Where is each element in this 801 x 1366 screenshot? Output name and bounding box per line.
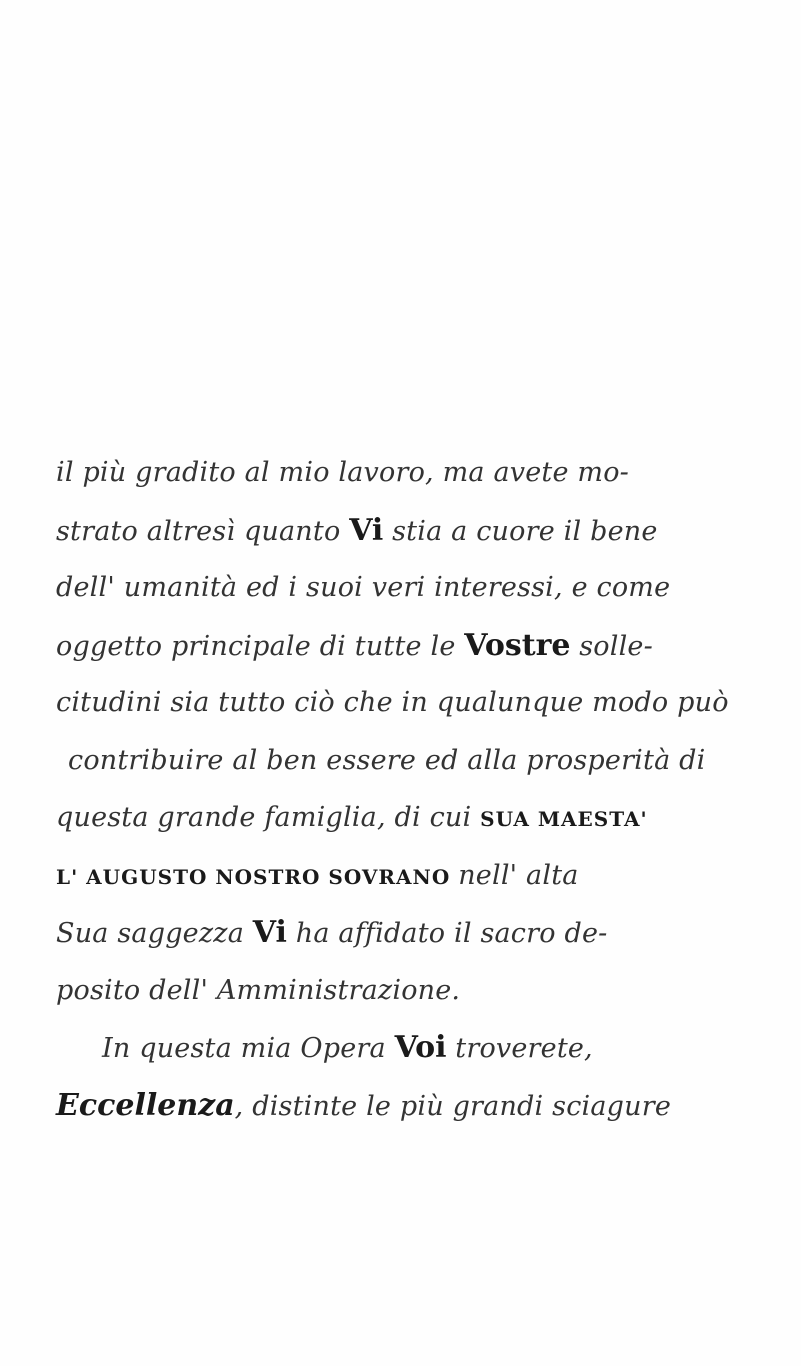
text-line (56, 904, 768, 962)
text-run: troverete, (446, 1033, 593, 1064)
text-line (56, 617, 768, 675)
text-line (56, 789, 768, 847)
text-run-emphasis: Vostre (464, 627, 571, 663)
text-run-emphasis: Vi (252, 915, 287, 950)
text-run: oggetto principale di tutte le (56, 630, 465, 662)
body-text (56, 444, 768, 1134)
text-run-capitals: L' AUGUSTO NOSTRO SOVRANO (56, 864, 459, 889)
text-run: ha affidato il sacro de- (286, 918, 608, 949)
text-run: Sua saggezza (56, 918, 253, 949)
text-run: solle- (570, 630, 653, 662)
text-run: dell' umanità ed i suoi veri interessi, e come (56, 572, 671, 603)
text-line (56, 559, 768, 617)
text-run: citudini sia tutto ciò che in qualunque modo può (56, 687, 729, 718)
text-run-emphasis: Voi (394, 1030, 447, 1065)
text-run: questa grande famiglia, di cui (56, 802, 481, 833)
text-line (56, 1019, 768, 1077)
text-line (56, 962, 768, 1020)
text-run: il più gradito al mio lavoro, ma avete mo- (56, 457, 630, 488)
text-line (56, 674, 768, 732)
text-line (56, 444, 768, 502)
text-run: strato altresì quanto (56, 515, 350, 547)
text-run: stia a cuore il bene (383, 515, 658, 547)
text-run: nell' alta (458, 859, 579, 891)
text-run: posito dell' Amministrazione. (56, 974, 461, 1006)
text-run-emphasis: Vi (349, 512, 384, 548)
text-run: In questa mia Opera (102, 1033, 395, 1064)
text-run: contribuire al ben essere ed alla prosperità di (68, 744, 706, 776)
text-line (56, 732, 768, 790)
text-run-emphasis: Eccellenza (56, 1087, 235, 1123)
text-line (56, 502, 768, 560)
text-run-capitals: SUA MAESTA' (480, 807, 648, 831)
text-line (56, 1077, 768, 1135)
text-line (56, 847, 768, 905)
text-run: , distinte le più grandi sciagure (234, 1090, 672, 1122)
